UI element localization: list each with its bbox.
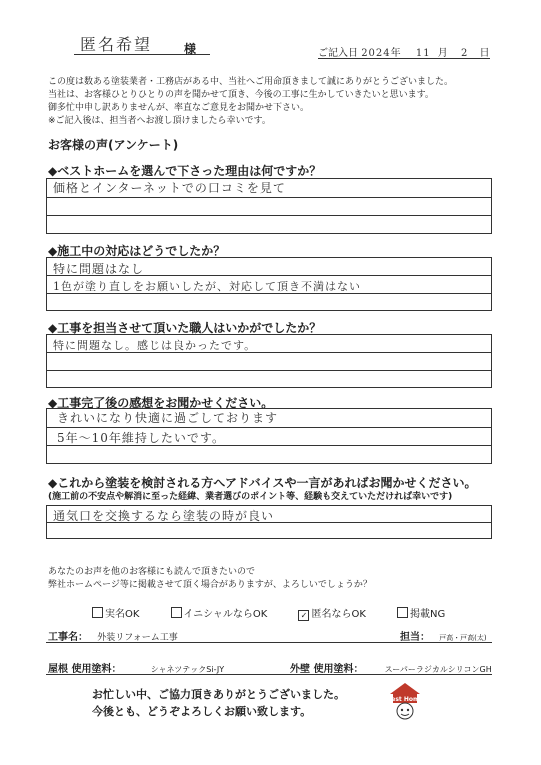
staff-label: 担当：: [400, 632, 430, 643]
answer-text: 特に問題はなし: [53, 262, 145, 276]
answer-text: 5年〜10年維持したいです。: [57, 431, 225, 445]
option-real-name[interactable]: [92, 605, 139, 620]
question-5: ◆これから塗装を検討される方へアドバイスや一言があればお聞かせください。: [48, 476, 477, 490]
best-home-logo: [388, 682, 422, 722]
option-anonymous[interactable]: [298, 605, 365, 621]
question-4: ◆工事完了後の感想をお聞かせください。: [48, 396, 274, 410]
staff-row: [400, 628, 487, 643]
roof-value: シャネツテックSi-JY: [150, 665, 225, 674]
option-label: 匿名ならOK: [311, 609, 366, 620]
date-day: 2: [460, 48, 469, 59]
intro-line: 当社は、お客様ひとりひとりの声を聞かせて頂き、今後の工事に生かしていきたいと思います。: [48, 90, 434, 100]
answer-box-1: [46, 178, 492, 234]
answer-text: 1色が塗り直しをお願いしたが、対応して頂き不満はない: [53, 280, 361, 293]
answer-box-5: [46, 505, 492, 539]
option-initials[interactable]: [171, 605, 268, 620]
question-3: ◆工事を担当させて頂いた職人はいかがでしたか？: [48, 321, 322, 335]
month-label: 月: [437, 48, 448, 59]
answer-box-4: [46, 408, 492, 464]
intro-line: ※ご記入後は、担当者へお渡し頂けましたら幸いです。: [48, 116, 271, 126]
date-label: ご記入日: [318, 48, 358, 59]
checkbox-icon[interactable]: [171, 607, 182, 618]
consent-line: あなたのお声を他のお客様にも読んで頂きたいので: [48, 567, 256, 577]
date-year: 2024: [361, 48, 391, 59]
consent-line: 弊社ホームページ等に掲載させて頂く場合がありますが、よろしいでしょうか？: [48, 580, 372, 590]
footer-thanks: [92, 686, 345, 720]
footer-line: お忙しい中、ご協力頂きありがとうございました。: [92, 688, 345, 701]
wall-label: 外壁 使用塗料：: [290, 664, 364, 675]
footer-line: 今後とも、どうぞよろしくお願い致します。: [92, 705, 312, 718]
intro-text: [48, 76, 498, 128]
checkbox-icon[interactable]: [397, 607, 408, 618]
question-2: ◆施工中の対応はどうでしたか？: [48, 244, 226, 258]
option-label: 実名OK: [105, 609, 140, 620]
work-name-label: 工事名：: [48, 632, 88, 643]
answer-text: 特に問題なし。感じは良かったです。: [53, 339, 257, 352]
wall-row: [290, 660, 492, 675]
day-label: 日: [479, 48, 490, 59]
mascot-icon: [388, 682, 422, 722]
intro-line: 御多忙中申し訳ありませんが、率直なご意見をお聞かせ下さい。: [48, 103, 310, 113]
question-5-note: (施工前の不安点や解消に至った経緯、業者選びのポイント等、経験も交えていただければ幸いです): [48, 492, 453, 502]
section-title: お客様の声(アンケート): [48, 138, 179, 152]
answer-text: 通気口を交換するなら塗装の時が良い: [53, 509, 275, 523]
checkbox-checked-icon[interactable]: ✓: [298, 610, 309, 621]
roof-label: 屋根 使用塗料：: [48, 664, 122, 675]
consent-options: [92, 602, 471, 621]
intro-line: この度は数ある塗装業者・工務店がある中、当社へご用命頂きまして誠にありがとうございました。: [48, 77, 454, 87]
checkbox-icon[interactable]: [92, 607, 103, 618]
staff-value: 戸高・戸高(太): [439, 634, 487, 642]
wall-value: スーパーラジカルシリコンGH: [384, 665, 492, 674]
answer-text: 価格とインターネットでの口コミを見て: [53, 181, 286, 195]
date-row: [318, 44, 490, 59]
work-underline: [46, 642, 492, 643]
date-underline: [318, 58, 490, 59]
work-name-row: [48, 628, 178, 643]
consent-text: [48, 566, 372, 592]
option-label: 掲載NG: [410, 609, 446, 620]
option-no-publish[interactable]: [397, 605, 445, 620]
sama-label: 様: [184, 42, 197, 56]
paint-underline: [46, 674, 492, 675]
answer-box-2: [46, 257, 492, 311]
customer-name: 匿名希望: [80, 35, 153, 54]
date-month: 11: [415, 48, 431, 59]
year-label: 年: [390, 48, 401, 59]
work-name-value: 外装リフォーム工事: [97, 633, 178, 643]
roof-row: [48, 660, 224, 675]
option-label: イニシャルならOK: [183, 609, 268, 620]
answer-box-3: [46, 334, 492, 388]
answer-text: きれいになり快適に過ごしております: [57, 411, 279, 425]
question-1: ◆ベストホームを選んで下さった理由は何ですか？: [48, 164, 322, 178]
logo-text: Best Home: [388, 696, 422, 703]
